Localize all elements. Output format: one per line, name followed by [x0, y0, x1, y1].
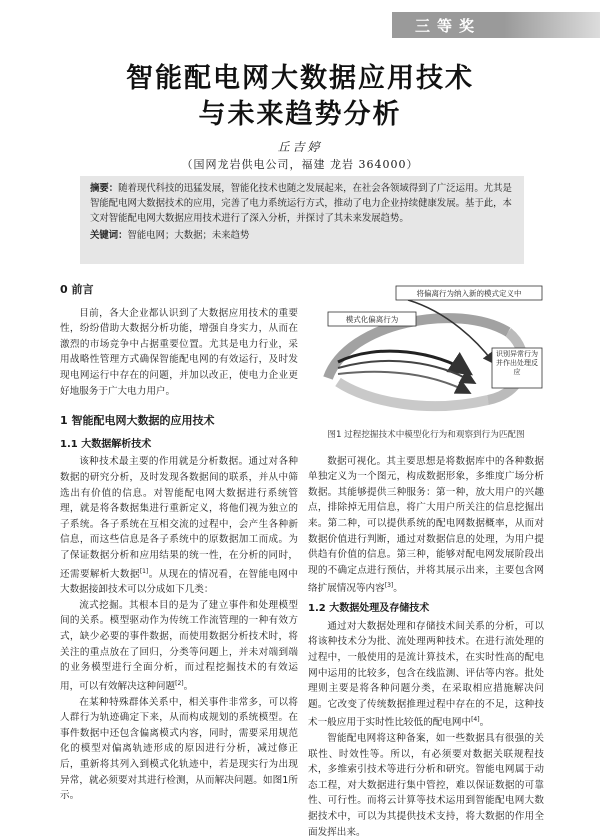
section1-1-paragraph2: 流式挖掘。其根本目的是为了建立事件和处理模型间的关系。模型驱动作为传统工作流管理的一种有效方式，缺少必要的事件数据，而使用数据分析技术时，将关注的重点放在了回归，分类等问题上，并未对端到端的业务模型进行全面分析，而过程挖掘技术的有效运用，可以有效解决这种问题[2]。	[60, 599, 298, 693]
keywords-text: 智能电网；大数据；未来趋势	[127, 230, 250, 241]
keywords-label: 关键词：	[90, 230, 128, 241]
keywords	[90, 228, 514, 243]
article-title-line1: 智能配电网大数据应用技术	[126, 63, 474, 94]
label-right-wrapper	[494, 350, 540, 386]
figure-1	[308, 282, 544, 424]
author-affiliation: （国网龙岩供电公司，福建 龙岩 364000）	[181, 158, 419, 171]
figure-caption: 图1 过程挖掘技术中模型化行为和观察到行为匹配图	[327, 430, 525, 440]
intro-paragraph: 目前，各大企业都认识到了大数据应用技术的重要性，纷纷借助大数据分析功能，增强自身实力，从而在激烈的市场竞争中占据重要位置。尤其是电力行业，采用战略性管理方式确保智能配电网的有效运行，及时发现电网运行中存在的问题，并加以改正，使电力企业更好地服务于广大电力用户。	[60, 307, 298, 397]
right-column	[308, 282, 544, 840]
abstract-text: 随着现代科技的迅猛发展，智能化技术也随之发展起来，在社会各领域得到了广泛运用。尤其是智能配电网大数据技术的应用，完善了电力系统运行方式，推动了电力企业持续健康发展。基于此，本文对智能配电网大数据应用技术进行了深入分析，并探讨了其未来发展趋势。	[90, 183, 512, 224]
loop-arrow-bottom	[338, 382, 488, 406]
section1-2-heading: 1.2 大数据处理及存储技术	[308, 603, 430, 615]
process-mining-diagram	[308, 282, 544, 424]
award-badge-fade	[504, 12, 600, 38]
label-left: 模式化偏离行为	[345, 315, 399, 324]
left-column	[60, 282, 298, 804]
article-title-line2: 与未来趋势分析	[198, 99, 402, 130]
section1-heading: 1 智能配电网大数据的应用技术	[60, 414, 215, 428]
abstract	[90, 181, 514, 226]
label-right: 识别异常行为并作出处理反应	[496, 350, 538, 376]
section1-2-paragraph1: 通过对大数据处理和存储技术间关系的分析，可以将该种技术分为批、流处理两种技术。在进行流处理的过程中，一般使用的是流计算技术，在实时性高的配电网中运用的比较多，包含在线监测、评估等内容。批处理则主要是将各种问题分类，在采取相应措施解决问题。它改变了传统数据推理过程中存在的不足，这种技术一般应用于实时性比较低的配电网中[4]。	[308, 620, 544, 729]
section1-1-paragraph1: 该种技术最主要的作用就是分析数据。通过对各种数据的研究分析，及时发现各数据间的联系，并从中筛选出有价值的信息。对智能配电网大数据进行系统管理，就是将各数据集进行重新定义，将他们视为独立的子系统。各子系统在互相交流的过程中，会产生各种新信息，而这些信息是各子系统中的原数据加工而成。为了保证数据分析和应用结果的统一性，在分析的同时，还需要解析大数据[1]。从现在的情况看，在智能电网中大数据接卸技术可以分成如下几类：	[60, 456, 299, 596]
award-badge: 三等奖	[392, 12, 504, 38]
section1-2-paragraph2: 智能配电网将这种备案，如一些数据具有很强的关联性、时效性等。所以，有必须要对数据关联规程技术，多维索引技术等进行分析和研究。智能电网属于动态工程，对大数据进行集中管控，难以保证数据的可靠性、可行性。而将云计算等技术运用到智能配电网大数据技术中，可以为其提供技术支持，将大数据的作用全面发挥出来。	[308, 733, 544, 838]
visualization-paragraph: 数据可视化。其主要思想是将数据库中的各种数据单独定义为一个图元，构成数据形象，多维度广场分析数据。其能够提供三种服务：第一种，放大用户的兴趣点，排除掉无用信息，将广大用户所关注的信息挖掘出来。第二种，可以提供系统的配电网数据概率，从而对数据价值进行判断，通过对数据信息的处理，为用户提供趋有价值的信息。第三种，能够对配电网发展阶段出现的不确定点进行预估，并将其展示出来，主要包含网络扩展情况等内容[3]。	[308, 455, 544, 595]
section1-1-heading: 1.1 大数据解析技术	[60, 438, 152, 450]
label-top: 将偏离行为纳入新的模式定义中	[416, 289, 522, 298]
intro-heading: 0 前言	[60, 283, 94, 296]
section1-1-paragraph3: 在某种特殊群体关系中，相关事件非常多，可以将人群行为轨迹确定下来，从而构成规划的系统模型。在事件数据中还包含偏离模式内容，同时，需要采用规范化的模型对偏离轨迹形成的原因进行分析，减过修正后，重新将其列入到模式化轨迹中，若是现实行为出现异常，就必须要对其进行检测，从而解决问题。如图1所示。	[60, 696, 298, 802]
abstract-label: 摘要：	[90, 183, 119, 194]
abstract-box	[80, 176, 524, 264]
author-name: 丘吉婷	[277, 140, 323, 154]
